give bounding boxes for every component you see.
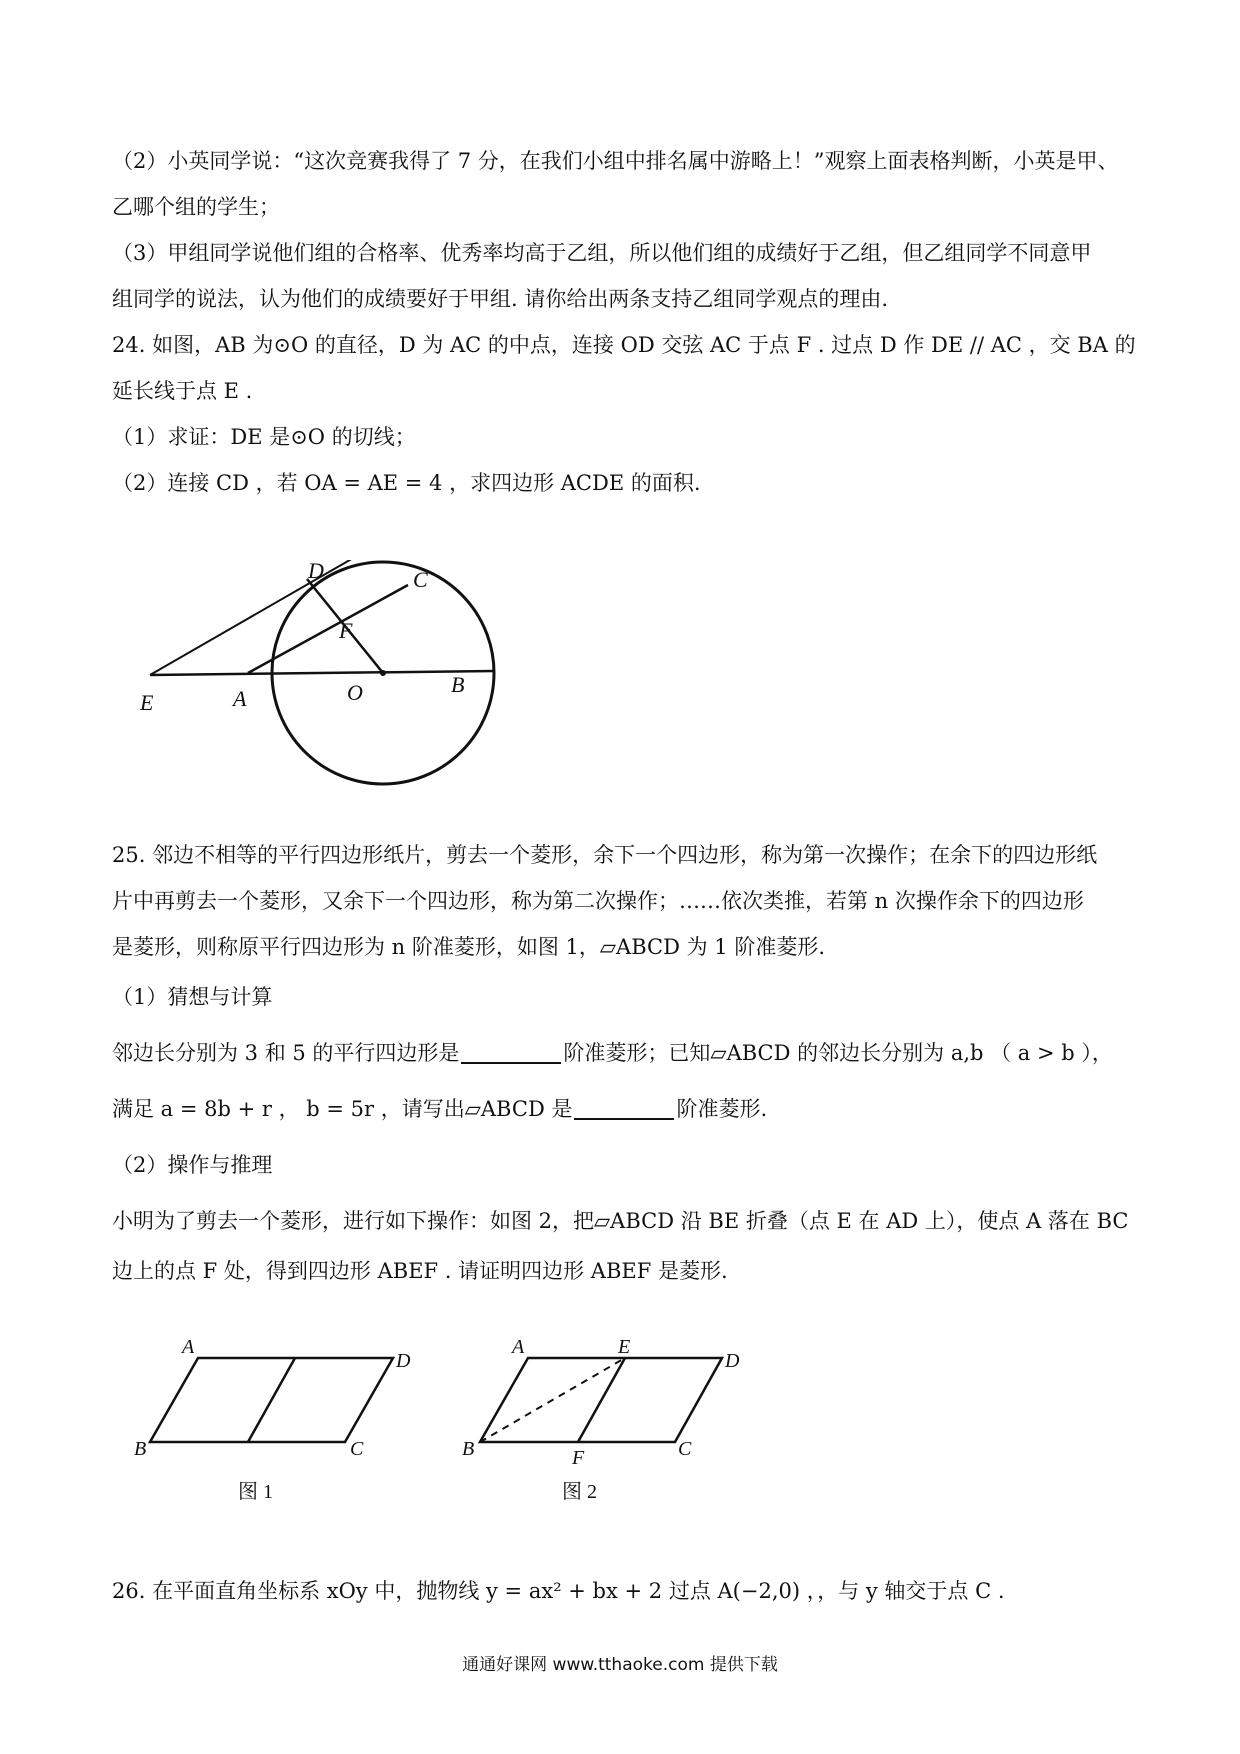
fig1-label-a: A [182,1340,195,1358]
cut-line [248,1358,295,1442]
q25-part1-line-a [112,1038,1142,1068]
fig2-label-d: D [725,1350,740,1372]
fig1-label-c: C [350,1438,364,1460]
q25-part2-title: （2）操作与推理 [112,1153,273,1177]
q25-part1-b-text1: 满足 a = 8b + r ， b = 5r ，请写出▱ABCD 是 [112,1097,573,1121]
q23-part3-line1: （3）甲组同学说他们组的合格率、优秀率均高于乙组，所以他们组的成绩好于乙组，但乙组同学不同意甲 [112,241,1092,265]
fig2-label-f: F [572,1447,585,1469]
label-c: C [413,567,428,592]
label-f: F [339,618,353,643]
q23-part2-line2: 乙哪个组的学生； [112,195,280,219]
q25-stem-line2: 片中再剪去一个菱形，又余下一个四边形，称为第二次操作；……依次类推，若第 n 次操作余下的四边形 [112,889,1084,913]
q25-stem-line3: 是菱形，则称原平行四边形为 n 阶准菱形，如图 1，▱ABCD 为 1 阶准菱形. [112,935,826,959]
label-e: E [140,690,154,715]
answer-blank-1 [461,1040,561,1064]
fig2-label-c: C [678,1438,692,1460]
fig2-label-b: B [462,1438,475,1460]
label-b: B [451,672,465,697]
page-footer: 通通好课网 www.tthaoke.com 提供下载 [462,1655,778,1675]
center-point-o [380,670,386,676]
fig1-label-b: B [134,1438,147,1460]
segment-ef [578,1358,625,1442]
q25-part2-line2: 边上的点 F 处，得到四边形 ABEF . 请证明四边形 ABEF 是菱形. [112,1259,728,1283]
q25-figure-1 [120,1340,420,1520]
q25-part1-a-text2: 阶准菱形；已知▱ABCD 的邻边长分别为 a,b （ a > b ）， [563,1041,1113,1065]
q25-part2-line1: 小明为了剪去一个菱形，进行如下操作：如图 2，把▱ABCD 沿 BE 折叠（点 E 在 AD 上），使点 A 落在 BC [112,1209,1129,1233]
q24-stem-line2: 延长线于点 E . [112,379,253,403]
q25-part1-title: （1）猜想与计算 [112,985,273,1009]
chord-ac [248,585,408,673]
label-o: O [347,680,363,705]
fold-line-be [480,1358,625,1442]
q25-part1-line-b [112,1094,1142,1124]
fig2-label-a: A [512,1340,525,1358]
fig1-caption: 图 1 [238,1481,273,1503]
q25-stem-line1: 25. 邻边不相等的平行四边形纸片，剪去一个菱形，余下一个四边形，称为第一次操作；在余下的四边形纸 [112,843,1098,867]
q25-figure-2 [450,1340,790,1520]
q25-part1-b-text2: 阶准菱形. [676,1097,768,1121]
q23-part3-line2: 组同学的说法，认为他们的成绩要好于甲组. 请你给出两条支持乙组同学观点的理由. [112,287,889,311]
fig2-label-e: E [618,1340,631,1358]
fig1-label-d: D [396,1350,411,1372]
q24-circle-figure [140,560,540,840]
fig2-caption: 图 2 [562,1481,597,1503]
label-d: D [308,560,324,583]
diameter-line-eb [150,671,494,675]
label-a: A [233,686,247,711]
q24-part1: （1）求证：DE 是⊙O 的切线； [112,425,416,449]
answer-blank-2 [574,1096,674,1120]
q25-part1-a-text1: 邻边长分别为 3 和 5 的平行四边形是 [112,1041,460,1065]
q24-part2: （2）连接 CD ，若 OA = AE = 4 ，求四边形 ACDE 的面积. [112,471,701,495]
q24-stem-line1: 24. 如图，AB 为⊙O 的直径，D 为 AC 的中点，连接 OD 交弦 AC 于点 F . 过点 D 作 DE // AC ，交 BA 的 [112,333,1136,357]
q23-part2-line1: （2）小英同学说：“这次竞赛我得了 7 分，在我们小组中排名属中游略上！”观察上面表格判断，小英是甲、 [112,149,1119,173]
q26-stem: 26. 在平面直角坐标系 xOy 中，抛物线 y = ax² + bx + 2 过点 A(−2,0) ，，与 y 轴交于点 C . [112,1579,1005,1603]
